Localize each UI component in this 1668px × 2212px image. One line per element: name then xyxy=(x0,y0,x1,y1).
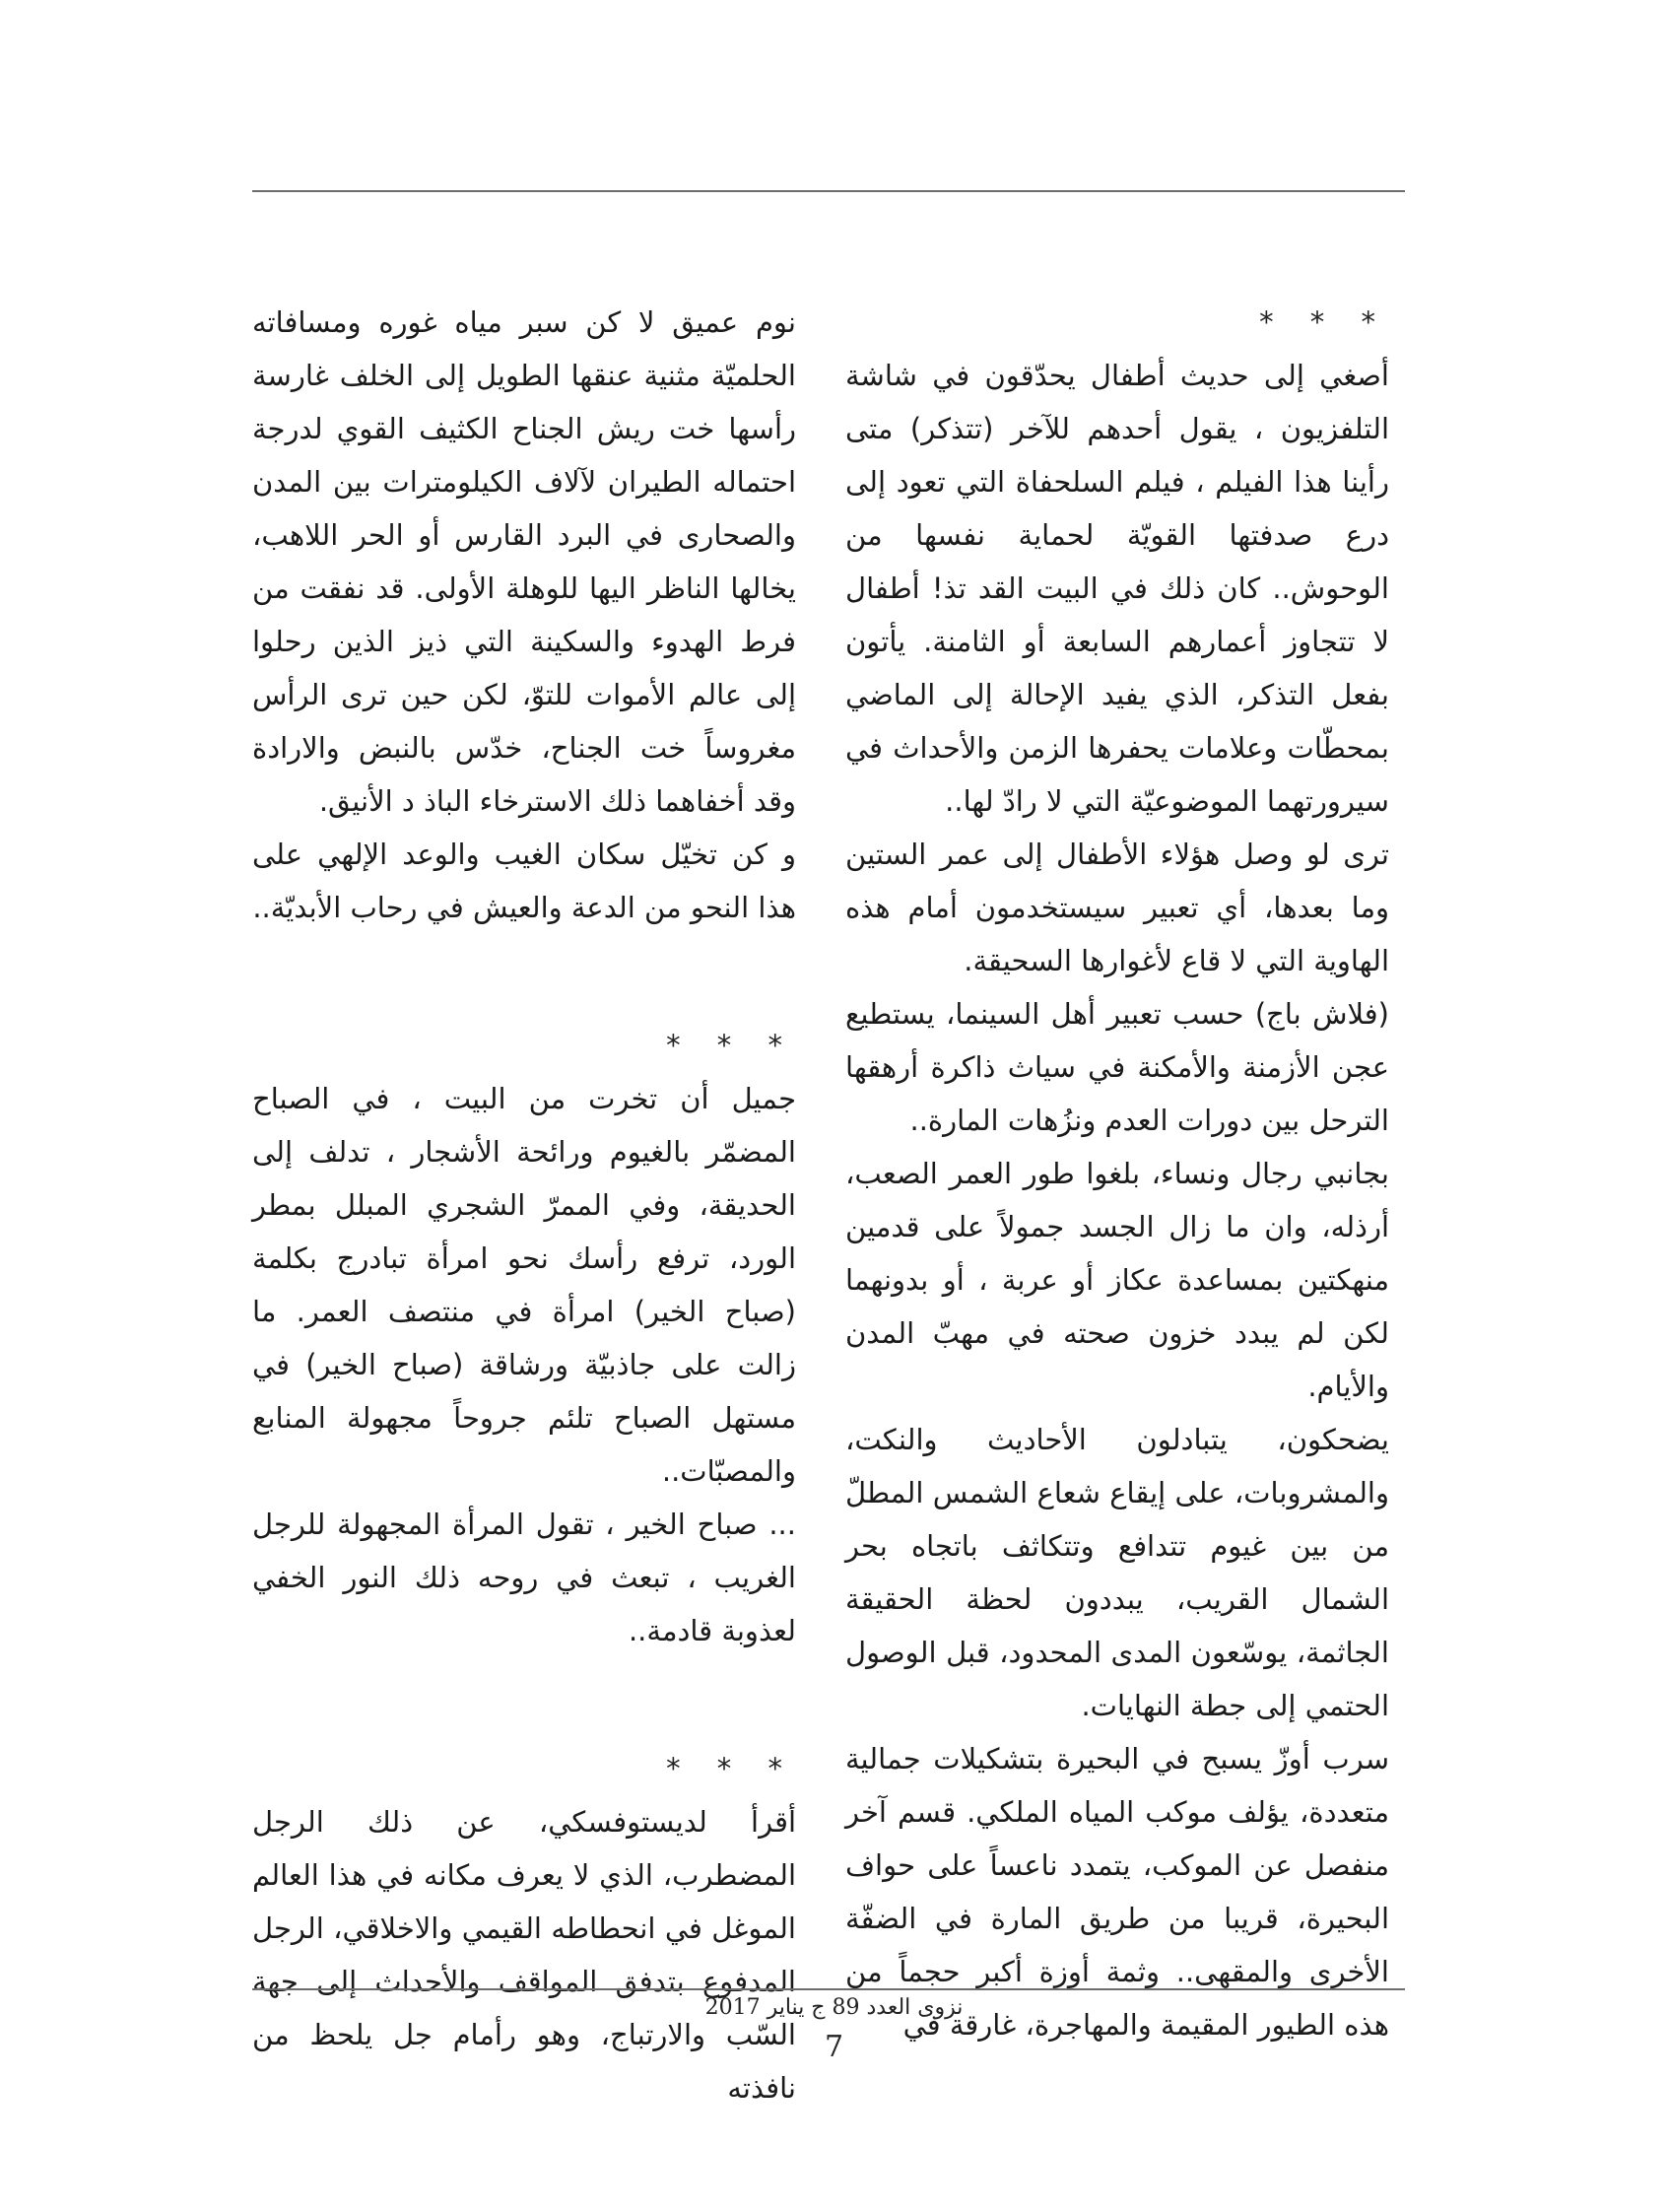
section-separator: * * * xyxy=(666,1752,796,1785)
paragraph: أصغي إلى حديث أطفال يحدّقون في شاشة التلفزيون ، يقول أحدهم للآخر (تتذكر) متى رأينا هذا الفيلم ، فيلم السلحفاة التي تعود إلى درع صدفتها القويّة لحماية نفسها من الوحوش.. كان ذلك في البيت القد تذ! أطفال لا تتجاوز أعمارهم السابعة أو الثامنة. يأتون بفعل التذكر، الذي يفيد الإحالة إلى الماضي بمحطّات وعلامات يحفرها الزمن والأحداث في سيرورتهما الموضوعيّة التي لا رادّ لها.. xyxy=(845,359,1389,818)
right-column xyxy=(845,296,1389,2051)
section-separator: * * * xyxy=(666,1029,796,1062)
section-separator: * * * xyxy=(1259,305,1389,339)
footer-caption: نزوى العدد 89 ج يناير 2017 xyxy=(704,1995,964,2020)
paragraph: ... صباح الخير ، تقول المرأة المجهولة للرجل الغريب ، تبعث في روحه ذلك النور الخفي لعذوبة قادمة.. xyxy=(252,1508,796,1647)
paragraph: جميل أن تخرت من البيت ، في الصباح المضمّر بالغيوم ورائحة الأشجار ، تدلف إلى الحديقة، وفي الممرّ الشجري المبلل بمطر الورد، ترفع رأسك نحو امرأة تبادرج بكلمة (صباح الخير) امرأة في منتصف العمر. ما زالت على جاذبيّة ورشاقة (صباح الخير) في مستهل الصباح تلئم جروحاً مجهولة المنابع والمصبّات.. xyxy=(252,1082,796,1488)
paragraph: يضحكون، يتبادلون الأحاديث والنكت، والمشروبات، على إيقاع شعاع الشمس المطلّ من بين غيوم تتدافع وتتكاثف باتجاه بحر الشمال القريب، يبددون لحظة الحقيقة الجاثمة، يوسّعون المدى المحدود، قبل الوصول الحتمي إلى جطة النهايات. xyxy=(845,1423,1389,1722)
page-number: 7 xyxy=(824,2030,844,2064)
paragraph: سرب أوزّ يسبح في البحيرة بتشكيلات جمالية متعددة، يؤلف موكب المياه الملكي. قسم آخر منفصل عن الموكب، يتمدد ناعساً على حواف البحيرة، قريبا من طريق المارة في الضفّة الأخرى والمقهى.. وثمة أوزة أكبر حجماً من هذه الطيور المقيمة والمهاجرة، غارقة في xyxy=(845,1742,1389,2042)
paragraph: نوم عميق لا كن سبر مياه غوره ومسافاته الحلميّة مثنية عنقها الطويل إلى الخلف غارسة رأسها خت ريش الجناح الكثيف القوي لدرجة احتماله الطيران لآلاف الكيلومترات بين المدن والصحارى في البرد القارس أو الحر اللاهب، يخالها الناظر اليها للوهلة الأولى. قد نفقت من فرط الهدوء والسكينة التي ذيز الذين رحلوا إلى عالم الأموات للتوّ، لكن حين ترى الرأس مغروساً خت الجناح، خدّس بالنبض والارادة وقد أخفاهما ذلك الاسترخاء الباذ د الأنيق. xyxy=(252,305,796,818)
paragraph: ترى لو وصل هؤلاء الأطفال إلى عمر الستين وما بعدها، أي تعبير سيستخدمون أمام هذه الهاوية التي لا قاع لأغوارها السحيقة. xyxy=(845,838,1389,977)
paragraph: بجانبي رجال ونساء، بلغوا طور العمر الصعب، أرذله، وان ما زال الجسد جمولاً على قدمين منهكتين بمساعدة عكاز أو عربة ، أو بدونهما لكن لم يبدد خزون صحته في مهبّ المدن والأيام. xyxy=(845,1157,1389,1403)
footer-rule xyxy=(252,1988,1405,1990)
paragraph: أقرأ لديستوفسكي، عن ذلك الرجل المضطرب، الذي لا يعرف مكانه في هذا العالم الموغل في انحطاطه القيمي والاخلاقي، الرجل المدفوع بتدفق المواقف والأحداث إلى جهة السّب والارتباج، وهو رأمام جل يلحظ من نافذته xyxy=(252,1805,796,2105)
paragraph: و كن تخيّل سكان الغيب والوعد الإلهي على هذا النحو من الدعة والعيش في رحاب الأبديّة.. xyxy=(252,838,796,924)
paragraph: (فلاش باج) حسب تعبير أهل السينما، يستطيع عجن الأزمنة والأمكنة في سياث ذاكرة أرهقها الترحل بين دورات العدم ونزُهات المارة.. xyxy=(845,997,1389,1137)
left-column xyxy=(252,296,796,2114)
header-rule xyxy=(252,190,1405,192)
